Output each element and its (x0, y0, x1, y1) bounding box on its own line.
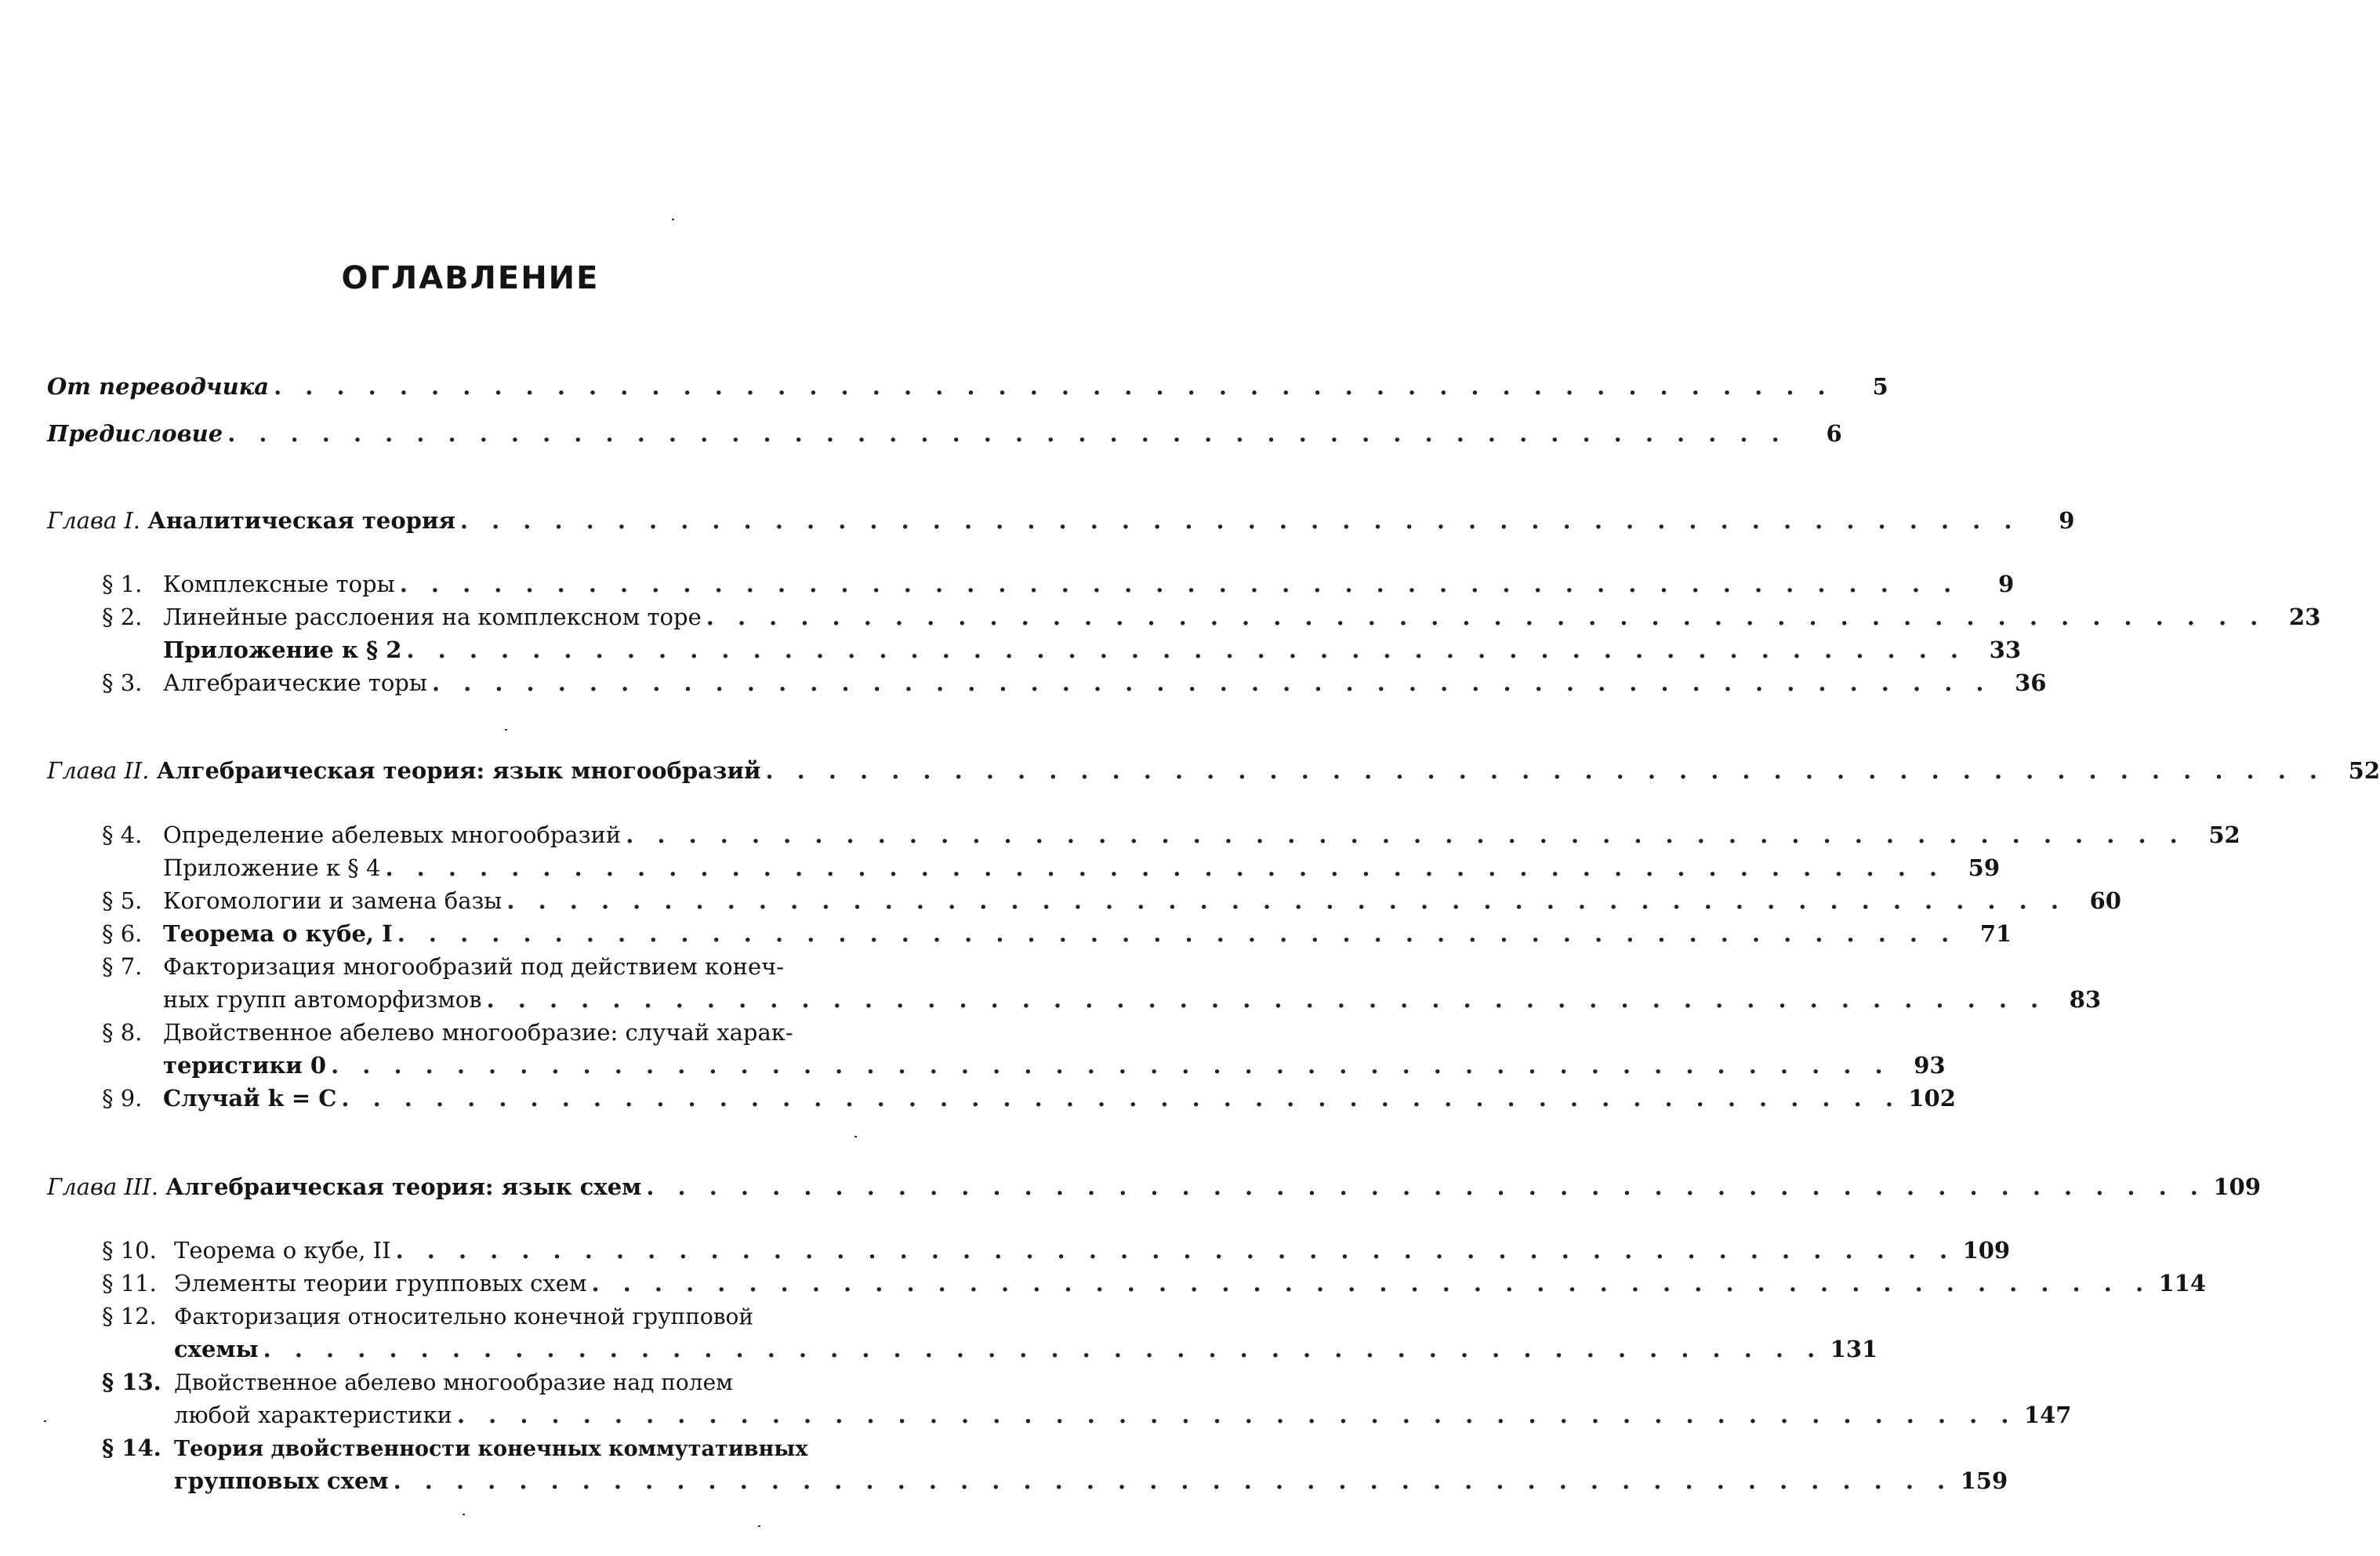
print-speck (758, 1525, 760, 1527)
page-number: 6 (1826, 420, 1842, 447)
section-title: Факторизация относительно конечной групповой (174, 1304, 754, 1329)
toc-entry-preface[interactable] (47, 418, 1842, 449)
page-number: 109 (2213, 1173, 2261, 1200)
section-title: Элементы теории групповых схем (174, 1270, 587, 1297)
dot-leader: . . . . . . . . . . . . . . . . . . . . . . . . . . . . . . . . . . . . . . . . . . . . . . . . . . (341, 1085, 1901, 1112)
section-title: Комплексные торы (163, 571, 395, 597)
section-title: Алгебраические торы (163, 669, 427, 696)
chapter-label: Глава I. (47, 507, 141, 534)
dot-leader: . . . . . . . . . . . . . . . . . . . . . . . . . . . . . . . . . . . . . . . . . . . . . . . . . . (486, 986, 2047, 1013)
page-number: 33 (1989, 637, 2021, 663)
toc-section-3[interactable] (102, 667, 2047, 698)
print-speck (672, 219, 674, 220)
entry-label: От переводчика (47, 373, 270, 400)
toc-section-10[interactable] (102, 1235, 2011, 1266)
page-number: 114 (2158, 1270, 2207, 1297)
page-number: 60 (2089, 887, 2121, 914)
section-number: § 5. (102, 887, 143, 914)
toc-chapter-3[interactable] (47, 1171, 2261, 1202)
dot-leader: . . . . . . . . . . . . . . . . . . . . . . . . . . . . . . . . . . . . . . . . . . . . . . . . . . (263, 1336, 1823, 1362)
page-number: 52 (2208, 822, 2240, 848)
section-title: Приложение к § 2 (163, 637, 402, 663)
section-title: Факторизация многообразий под действием конеч- (163, 953, 785, 980)
section-title: Приложение к § 4 (163, 854, 381, 881)
section-number: § 6. (102, 920, 143, 947)
page-number: 23 (2288, 604, 2321, 630)
section-number: § 12. (102, 1303, 157, 1329)
section-number: § 10. (102, 1237, 157, 1264)
dot-leader: . . . . . . . . . . . . . . . . . . . . . . . . . . . . . . . . . . . . . . . . . . . . . . . . . . (227, 420, 1787, 447)
toc-section-6[interactable] (102, 918, 2012, 949)
chapter-label: Глава II. (47, 757, 150, 784)
toc-section-4[interactable] (102, 819, 2240, 851)
chapter-title: Алгебраическая теория: язык многообразий (156, 757, 761, 784)
toc-section-7-cont[interactable] (163, 984, 2102, 1015)
dot-leader: . . . . . . . . . . . . . . . . . . . . . . . . . . . . . . . . . . . . . . . . . . . . . . . . . . (385, 854, 1945, 881)
toc-appendix-4[interactable] (163, 852, 2000, 883)
section-number: § 14. (102, 1434, 161, 1461)
section-title: Теория двойственности конечных коммутативных (174, 1437, 808, 1461)
section-number: § 3. (102, 669, 143, 696)
dot-leader: . . . . . . . . . . . . . . . . . . . . . . . . . . . . . . . . . . . . . . . . . . . . . . . . . . (399, 571, 1960, 597)
toc-section-9[interactable] (102, 1083, 1956, 1114)
toc-section-2[interactable] (102, 601, 2321, 633)
section-title: Теорема о кубе, II (174, 1237, 391, 1264)
section-number: § 1. (102, 571, 143, 597)
toc-section-1[interactable] (102, 568, 2015, 600)
section-title-cont: теристики 0 (163, 1052, 327, 1079)
page-number: 93 (1914, 1052, 1946, 1079)
section-title: Случай k = C (163, 1085, 337, 1112)
dot-leader: . . . . . . . . . . . . . . . . . . . . . . . . . . . . . . . . . . . . . . . . . . . . . . . . . . (646, 1173, 2206, 1200)
toc-section-13[interactable] (102, 1366, 886, 1398)
section-number: § 8. (102, 1019, 143, 1046)
dot-leader: . . . . . . . . . . . . . . . . . . . . . . . . . . . . . . . . . . . . . . . . . . . . . . . . . . (431, 669, 1992, 696)
dot-leader: . . . . . . . . . . . . . . . . . . . . . . . . . . . . . . . . . . . . . . . . . . . . . . . . . . (459, 507, 2020, 534)
toc-chapter-1[interactable] (47, 505, 2075, 536)
print-speck (463, 1514, 465, 1515)
toc-section-14[interactable] (102, 1432, 886, 1464)
dot-leader: . . . . . . . . . . . . . . . . . . . . . . . . . . . . . . . . . . . . . . . . . . . . . . . . . . (393, 1467, 1954, 1494)
section-number: § 11. (102, 1270, 157, 1297)
section-title-cont: любой характеристики (174, 1402, 452, 1428)
page-number: 71 (1979, 920, 2012, 947)
page-number: 52 (2348, 757, 2380, 784)
page-number: 159 (1960, 1467, 2008, 1494)
dot-leader: . . . . . . . . . . . . . . . . . . . . . . . . . . . . . . . . . . . . . . . . . . . . . . . . . . (765, 757, 2325, 784)
section-title-cont: ных групп автоморфизмов (163, 986, 482, 1013)
section-title: Определение абелевых многообразий (163, 822, 622, 848)
section-title: Линейные расслоения на комплексном торе (163, 604, 702, 630)
toc-appendix-2[interactable] (163, 634, 2021, 666)
toc-section-7[interactable] (102, 951, 886, 982)
page-number: 83 (2069, 986, 2102, 1013)
page-number: 102 (1908, 1085, 1956, 1112)
dot-leader: . . . . . . . . . . . . . . . . . . . . . . . . . . . . . . . . . . . . . . . . . . . . . . . . . . (456, 1402, 2017, 1428)
section-title: Двойственное абелево многообразие над полем (174, 1369, 733, 1395)
page-number: 9 (2059, 507, 2075, 534)
dot-leader: . . . . . . . . . . . . . . . . . . . . . . . . . . . . . . . . . . . . . . . . . . . . . . . . . . (395, 1237, 1956, 1264)
page-number: 59 (1968, 854, 2000, 881)
section-number: § 9. (102, 1085, 143, 1112)
chapter-title: Алгебраическая теория: язык схем (165, 1173, 642, 1200)
section-title-cont: групповых схем (174, 1467, 389, 1494)
page-number: 147 (2023, 1402, 2072, 1428)
section-title: Когомологии и замена базы (163, 887, 502, 914)
toc-section-11[interactable] (102, 1268, 2207, 1299)
page-number: 36 (2015, 669, 2047, 696)
toc-section-8-cont[interactable] (163, 1050, 1946, 1081)
section-number: § 2. (102, 604, 143, 630)
print-speck (505, 729, 507, 731)
page-number: 9 (1998, 571, 2015, 597)
dot-leader: . . . . . . . . . . . . . . . . . . . . . . . . . . . . . . . . . . . . . . . . . . . . . . . . . . (331, 1052, 1891, 1079)
section-title: Теорема о кубе, I (163, 920, 393, 947)
toc-section-13-cont[interactable] (174, 1399, 2072, 1431)
dot-leader: . . . . . . . . . . . . . . . . . . . . . . . . . . . . . . . . . . . . . . . . . . . . . . . . . . (274, 373, 1834, 400)
dot-leader: . . . . . . . . . . . . . . . . . . . . . . . . . . . . . . . . . . . . . . . . . . . . . . . . . . (397, 920, 1957, 947)
dot-leader: . . . . . . . . . . . . . . . . . . . . . . . . . . . . . . . . . . . . . . . . . . . . . . . . . . (626, 822, 2186, 848)
toc-section-8[interactable] (102, 1017, 886, 1048)
page-number: 109 (1962, 1237, 2011, 1264)
section-number: § 7. (102, 953, 143, 980)
page-title: ОГЛАВЛЕНИЕ (341, 260, 600, 296)
entry-label: Предисловие (47, 420, 223, 447)
dot-leader: . . . . . . . . . . . . . . . . . . . . . . . . . . . . . . . . . . . . . . . . . . . . . . . . . . (706, 604, 2266, 630)
toc-section-12[interactable] (102, 1300, 886, 1332)
section-title: Двойственное абелево многообразие: случай харак- (163, 1019, 793, 1046)
section-number: § 13. (102, 1369, 161, 1395)
toc-section-5[interactable] (102, 885, 2121, 916)
dot-leader: . . . . . . . . . . . . . . . . . . . . . . . . . . . . . . . . . . . . . . . . . . . . . . . . . . (506, 887, 2066, 914)
section-title-cont: схемы (174, 1336, 259, 1362)
chapter-title: Аналитическая теория (147, 507, 455, 534)
page-number: 131 (1830, 1336, 1878, 1362)
print-speck (854, 1136, 857, 1137)
toc-entry-translator[interactable] (47, 371, 1888, 402)
dot-leader: . . . . . . . . . . . . . . . . . . . . . . . . . . . . . . . . . . . . . . . . . . . . . . . . . . (591, 1270, 2152, 1297)
section-number: § 4. (102, 822, 143, 848)
page-number: 5 (1872, 373, 1888, 400)
dot-leader: . . . . . . . . . . . . . . . . . . . . . . . . . . . . . . . . . . . . . . . . . . . . . . . . . . (406, 637, 1966, 663)
chapter-label: Глава III. (47, 1173, 158, 1200)
toc-section-14-cont[interactable] (174, 1465, 2008, 1496)
toc-section-12-cont[interactable] (174, 1333, 1878, 1365)
toc-chapter-2[interactable] (47, 755, 2380, 786)
print-speck (44, 1420, 46, 1422)
